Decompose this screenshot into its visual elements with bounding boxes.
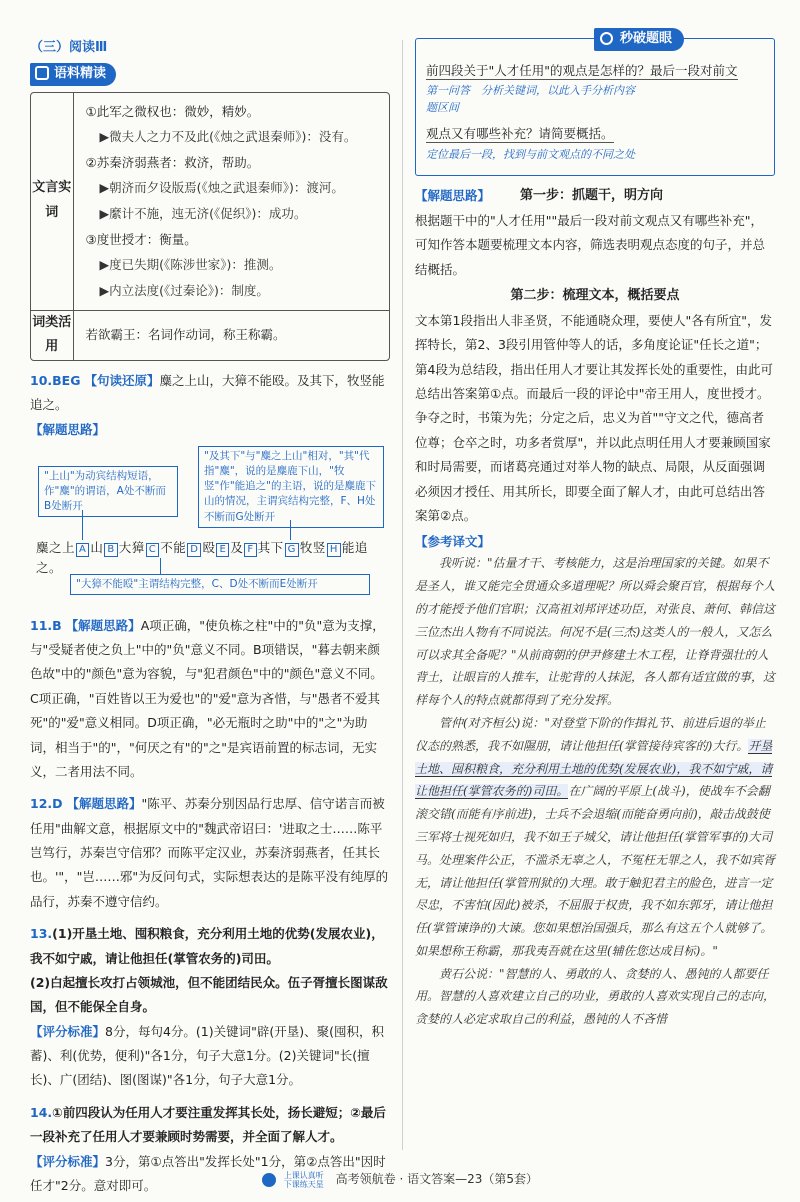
step1-title: 第一步：抓题干，明方向	[520, 188, 664, 204]
trick-note: 定位最后一段，找到与前文观点的不同之处	[426, 147, 635, 161]
question-12: 12.D 【解题思路】"陈平、苏秦分别因品行忠厚、信守诺言而被任用"曲解文意，根据原文中的"魏武帝诏曰：'进取之士……陈平岂笃行，苏秦岂守信邪？而陈平定汉业，苏秦济弱燕者，任其长也。'"，"岂……邪"为反问句式，实际想表达的是陈平没有纯厚的品行，苏秦不遵守信约。	[30, 796, 389, 909]
vocab-item: ②苏秦济弱燕者：救济，帮助。	[85, 154, 260, 170]
translation-p2: 管仲(对齐桓公)说："对登堂下阶的作揖礼节、前进后退的举止仪态的熟悉，我不如隰朋，请让他担任(掌管接待宾客的)大行。开垦土地、囤积粮食，充分利用土地的优势(发展农业)，我不如宁戚，请让他担任(掌管农务的)司田。在广阔的平原上(战斗)，使战车不会翻滚交错(而能有序前进)，士兵不会退缩(而能奋勇向前)，敲击战鼓使三军将士视死如归，我不如王子城父，请让他担任(掌管军事的)大司马。处理案件公正，不滥杀无辜之人，不冤枉无罪之人，我不如宾胥无，请让他担任(掌管刑狱的)大理。敢于触犯君主的脸色，进言一定尽忠，不害怕(因此)被杀，不屈服于权贵，我不如东郭牙，请让他担任(掌管谏诤的)大谏。您如果想治国强兵，那么有这五个人就够了。如果想称王称霸，那我夷吾就在这里(辅佐您达成目标)。"	[415, 715, 776, 958]
step2-text: 文本第1段指出人非圣贤，不能通晓众理，要使人"各有所宜"，发挥特长，第2、3段引用管仲等人的话，多角度论证"任长之道"；第4段为总结段，指出任用人才要让其发挥长处的重要性，由此可总结出答案第①点。而最后一段的评论中"帝王用人，度世授才。争夺之时，书策为先；分定之后，忠义为首""守文之代，德高者位尊；仓卒之时，功多者赏厚"，并以此点明任用人才要兼顾国家和时局需要，而诸葛亮通过对举人物的缺点、局限，从反面强调必须因才授任、用其所长，即要全面了解人才，由此可总结出答案第②点。	[415, 312, 773, 523]
vocab-example: ▶朝济而夕设版焉(《烛之武退秦师》)：渡河。	[99, 180, 344, 196]
lightbulb-icon	[600, 32, 613, 45]
vocab-head-huoyong: 词类活用	[31, 310, 73, 360]
step2-title: 第二步：梳理文本，概括要点	[510, 288, 680, 304]
trick-box: 秒破题眼 前四段关于"人才任用"的观点是怎样的？最后一段对前文 第一问答 分析关键词，以此入手分析内容 题区间 观点又有哪些补充？请简要概括。 定位最后一段，找到与前文观点的不同之处	[415, 38, 775, 176]
question-10: 10.BEG 【句读还原】麋之上山，大獐不能殴。及其下，牧竖能追之。	[30, 372, 385, 413]
vocab-item: ③度世授才：衡量。	[85, 231, 197, 247]
vocab-example: ▶内立法度(《过秦论》)：制度。	[99, 282, 269, 298]
diagram-note-cde: "大獐不能殴"主谓结构完整，C、D处不断而E处断开	[70, 574, 370, 595]
translation-p1: 我听说："估量才干、考核能力，这是治理国家的关键。如果不是圣人，谁又能完全贯通众多道理呢？所以舜会聚百官，根据每个人的才能授予他们官职；汉高祖刘邦评述功臣，对张良、萧何、韩信这三位杰出人物有不同说法。何况不是(三杰)这类人的一般人，又怎么可以求其全备呢？"从前商朝的伊尹修建土木工程，让脊背强壮的人背土，让眼盲的人推车，让驼背的人抹泥，各人都有适宜做的事，这样每个人的特点就都得到了充分发挥。	[415, 556, 776, 708]
question-11: 11.B 【解题思路】A项正确，"使负栋之柱"中的"负"意为支撑，与"受疑者使之负上"中的"负"意义不同。B项错误，"暮去朝来颜色故"中的"颜色"意为容貌，与"犯君颜色"中的"颜色"意义不同。C项正确，"百姓皆以王为爱也"的"爱"意为吝惜，与"愚者不爱其死"的"爱"意义相同。D项正确，"必无瓶时之助"中的"之"为助词，相当于"的"，"何厌之有"的"之"是宾语前置的标志词，无实义，二者用法不同。	[30, 617, 385, 779]
brand-logo-icon	[262, 1173, 276, 1187]
page-footer: 上课认真听 下课练天星 高考领航卷 · 语文答案—23（第5套）	[0, 1170, 800, 1189]
vocab-head-shici: 文言实词	[31, 93, 73, 311]
pill-label-corpus: 语料精读	[30, 63, 116, 86]
vocab-item: ①此军之微权也：微妙，精妙。	[85, 103, 260, 119]
notebook-icon	[35, 66, 49, 80]
trick-title: 秒破题眼	[594, 28, 684, 51]
left-column	[30, 38, 390, 1198]
question-14: 14.①前四段认为任用人才要注重发挥其长处，扬长避短；②最后一段补充了任用人才要兼顾时势需要，并全面了解人才。 【评分标准】3分，第①点答出"发挥长处"1分，第②点答出"因时任才"2分。意对即可。	[30, 1104, 386, 1193]
question-13: 13.(1)开垦土地、囤积粮食，充分利用土地的优势(发展农业)，我不如宁戚，请让他担任(掌管农务的)司田。 (2)白起擅长攻打占领城池，但不能团结民众。伍子胥擅长图谋敌国，但不能保全自身。 【评分标准】8分，每句4分。(1)关键词"辟(开垦)、聚(囤积，积蓄)、利(优势，便利)"各1分，句子大意1分。(2)关键词"长(擅长)、广(团结)、图(图谋)"各1分，句子大意1分。	[30, 926, 388, 1088]
trick-note: 第一问答 分析关键词，以此入手分析内容 题区间	[426, 84, 635, 114]
thinking-tag: 【解题思路】	[415, 187, 491, 203]
right-column	[415, 31, 776, 1031]
q10-thinking-tag: 【解题思路】	[30, 421, 106, 437]
column-divider	[402, 40, 403, 1150]
vocab-box	[30, 92, 390, 361]
section-title: （三）阅读Ⅲ	[30, 40, 108, 55]
translation-p3: 黄石公说："智慧的人、勇敢的人、贪婪的人、愚钝的人都要任用。智慧的人喜欢建立自己的功业，勇敢的人喜欢实现自己的志向，贪婪的人必定求取自己的利益，愚钝的人不吝惜	[415, 966, 776, 1027]
diagram-note-fgh: "及其下"与"麋之上山"相对，"其"代指"麋"，说的是麋鹿下山，"牧竖"作"能追之"的主语，说的是麋鹿下山的情况，主谓宾结构完整，F、H处不断而G处断开	[198, 446, 384, 528]
vocab-example: ▶度已失期(《陈涉世家》)：推测。	[99, 257, 282, 273]
vocab-table	[31, 93, 389, 360]
diagram-note-a: "上山"为动宾结构短语，作"麋"的谓语，A处不断而B处断开	[38, 466, 178, 518]
vocab-usage: 若欲霸王：名词作动词，称王称霸。	[85, 327, 286, 343]
reference-translation-tag: 【参考译文】	[415, 534, 491, 550]
step1-text: 根据题干中的"人才任用""最后一段对前文观点又有哪些补充"，可知作答本题要梳理文本内容，筛选表明观点态度的句子，并总结概括。	[415, 213, 766, 277]
vocab-example: ▶縻计不施，迍无济(《促织》)：成功。	[99, 206, 307, 222]
diagram-sentence: 麋之上 A 山 B 大獐 C 不能 D 殴 E 及 F 其下 G 牧竖 H 能追之。	[36, 539, 368, 575]
vocab-body	[73, 93, 389, 311]
q10-diagram	[30, 446, 390, 606]
vocab-example: ▶微夫人之力不及此(《烛之武退秦师》)：没有。	[99, 129, 357, 145]
footer-text: 高考领航卷 · 语文答案—23（第5套）	[335, 1172, 538, 1186]
